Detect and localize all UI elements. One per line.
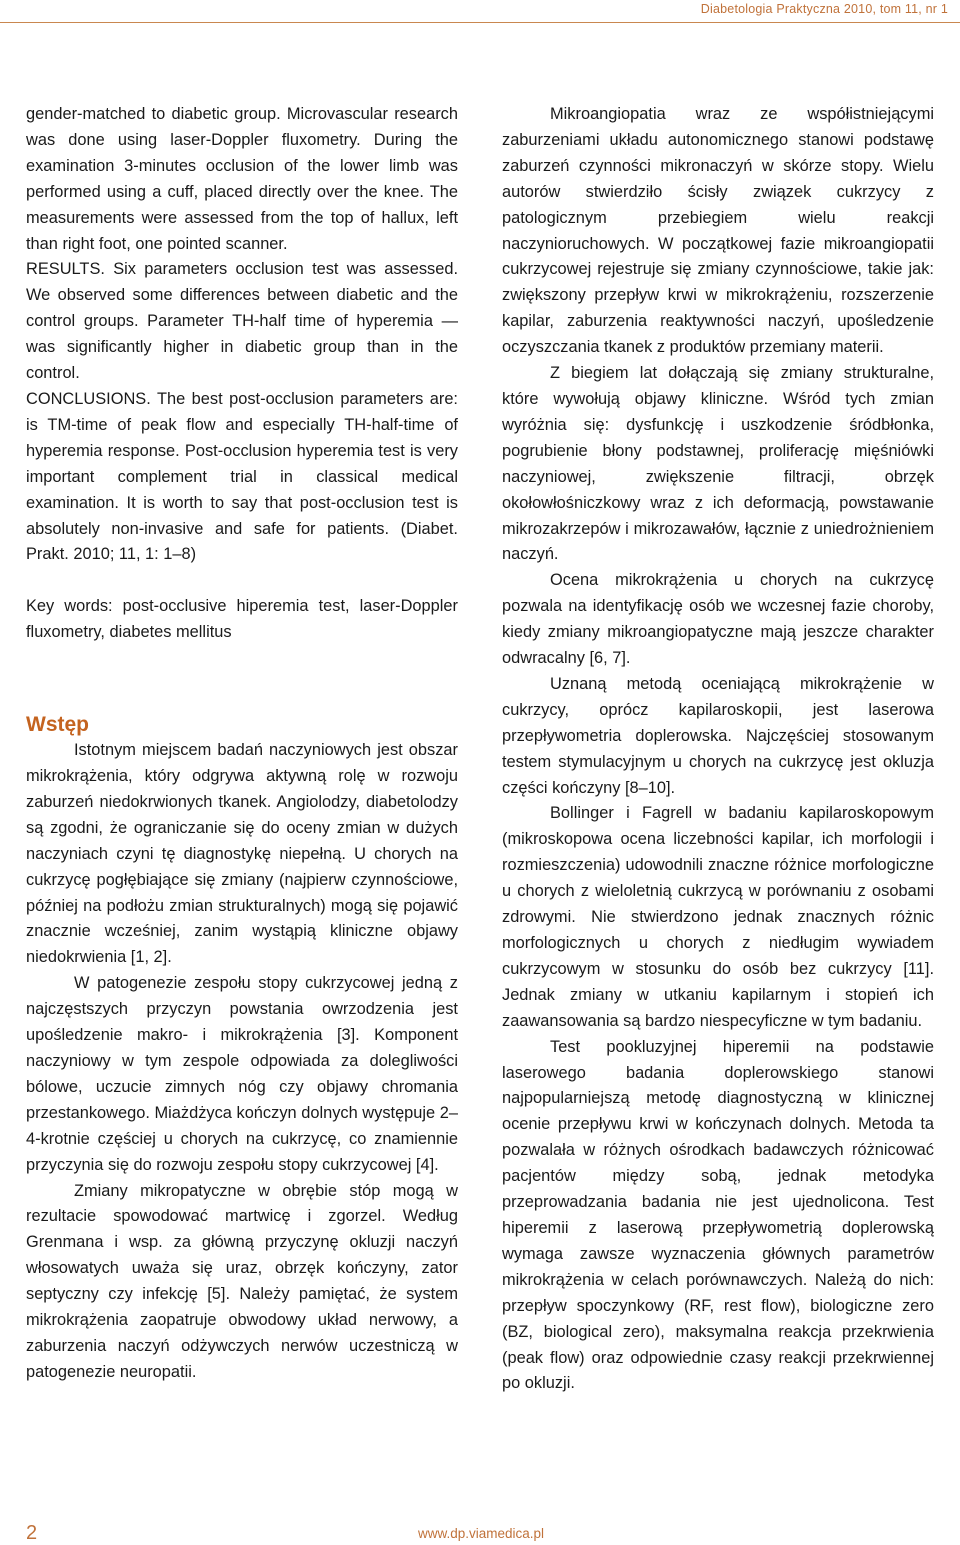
abstract-methods-text: gender-matched to diabetic group. Microvascular research was done using laser-Doppler fluxometry. During the examination 3-minutes occlusion of the lower limb was performed using a cuff, placed directly over the knee. The measurements were assessed from the top of hallux, left than right foot, one pointed scanner. — [26, 105, 458, 253]
paragraph: W patogenezie zespołu stopy cukrzycowej jedną z najczęstszych przyczyn powstania owrzodzenia jest upośledzenie makro- i mikrokrążenia [3]. Komponent naczyniowy w tym zespole odpowiada za dolegliwości bólowe, uczucie zimnych nóg czy objawy chromania przestankowego. Miażdżyca kończyn dolnych występuje 2–4-krotnie częściej u chorych na cukrzycę, co znamiennie przyczynia się do rozwoju zespołu stopy cukrzycowej [4]. — [26, 974, 458, 1174]
paragraph: Istotnym miejscem badań naczyniowych jest obszar mikrokrążenia, który odgrywa aktywną rolę w rozwoju zaburzeń niedokrwionych tkanek. Angiolodzy, diabetolodzy są zgodni, że ograniczanie się do oceny zmian w dużych naczyniach czyni tę diagnostykę niepełną. U chorych na cukrzycę pogłębiające się zmiany (najpierw czynnościowe, później na podłożu zmian strukturalnych) mogą się pojawić znacznie wcześniej, zanim wystąpią kliniczne objawy niedokrwienia [1, 2]. — [26, 741, 458, 967]
paragraph: Bollinger i Fagrell w badaniu kapilaroskopowym (mikroskopowa ocena liczebności kapilar, ich morfologii i rozmieszczenia) udowodnili znaczne różnice morfologiczne u chorych z wieloletnią cukrzycą w porównaniu z osobami zdrowymi. Nie stwierdzono jednak znacznych różnic morfologicznych u chorych z niedługim wywiadem cukrzycowym w stosunku do osób bez cukrzycy [11]. Jednak zmiany w utkaniu kapilarnym i stopień ich zaawansowania są bardzo niespecyficzne w tym badaniu. — [502, 804, 934, 1030]
paragraph: Z biegiem lat dołączają się zmiany strukturalne, które wywołują objawy kliniczne. Wśród tych zmian wyróżnia się: dysfunkcję i uszkodzenie śródbłonka, pogrubienie błony podstawnej, proliferację mięśniówki naczyniowej, zwiększenie filtracji, obrzęk okołowłośniczkowy wraz z ich deformacją, powstawanie mikrozakrzepów i mikrozawałów, łącznie z uniedrożnieniem naczyń. — [502, 364, 934, 564]
paragraph: Ocena mikrokrążenia u chorych na cukrzycę pozwala na identyfikację osób we wczesnej fazie choroby, kiedy zmiany mikroangiopatyczne mają jeszcze charakter odwracalny [6, 7]. — [502, 571, 934, 668]
page-number: 2 — [26, 1522, 38, 1544]
paragraph: Mikroangiopatia wraz ze współistniejącymi zaburzeniami układu autonomicznego stanowi podstawę zaburzeń czynności mikronaczyń w skórze stopy. Wielu autorów stwierdziło ścisły związek cukrzycy z patologicznym przebiegiem wielu reakcji naczynioruchowych. W początkowej fazie mikroangiopatii cukrzycowej rejestruje się zmiany czynnościowe, takie jak: zwiększony przepływ krwi w mikrokrążeniu, rozszerzenie kapilar, zaburzenia reaktywności naczyń, upośledzenie oczyszczania tkanek z produktów przemiany materii. — [502, 105, 934, 357]
abstract-conclusions-text: CONCLUSIONS. The best post-occlusion parameters are: is TM-time of peak flow and especially TH-half-time of hyperemia response. Post-occlusion hyperemia test is very important complement trial in classical medical examination. It is worth to say that post-occlusion test is absolutely non-invasive and safe for patients. (Diabet. Prakt. 2010; 11, 1: 1–8) — [26, 389, 458, 564]
section-heading: Wstęp — [26, 713, 89, 737]
paragraph: Uznaną metodą oceniającą mikrokrążenie w cukrzycy, oprócz kapilaroskopii, jest laserowa przepływometria doplerowska. Najczęściej stosowanym testem stymulacyjnym u chorych na cukrzycę jest okluzja części kończyny [8–10]. — [502, 674, 934, 797]
footer-website-link[interactable]: www.dp.viamedica.pl — [418, 1526, 545, 1541]
keywords: Key words: post-occlusive hiperemia test, laser-Doppler fluxometry, diabetes mellitus — [26, 597, 458, 642]
paragraph: Test pookluzyjnej hiperemii na podstawie laserowego badania doplerowskiego stanowi najpopularniejszą metodę diagnostyczną w klinicznej ocenie przepływu krwi w kończynach dolnych. Metoda ta pozwalała w różnych ośrodkach badawczych różnicować pacjentów między sobą, jednak metodyka przeprowadzania badania nie jest ujednolicona. Test hiperemii z laserową przepływometrią doplerowską wymaga zawsze wyznaczenia głównych parametrów mikrokrążenia w celach porównawczych. Należą do nich: przepływ spoczynkowy (RF, rest flow), biologiczne zero (BZ, biological zero), maksymalna reakcja przekrwienia (peak flow) oraz odpowiednie czasy reakcji przekrwiennej po okluzji. — [502, 1037, 934, 1393]
paragraph: Zmiany mikropatyczne w obrębie stóp mogą w rezultacie spowodować martwicę i zgorzel. Według Grenmana i wsp. za główną przyczynę okluzji naczyń włosowatych uważa się uraz, obrzęk kończyny, zator septyczny czy infekcję [5]. Należy pamiętać, że system mikrokrążenia zaopatruje obwodowy układ nerwowy, a zaburzenia naczyń odżywczych nerwów uczestniczą w patogenezie neuropatii. — [26, 1181, 458, 1381]
abstract-results-text: RESULTS. Six parameters occlusion test was assessed. We observed some differences between diabetic and the control groups. Parameter TH-half time of hyperemia — was significantly higher in diabetic group than in the control. — [26, 260, 458, 383]
journal-title: Diabetologia Praktyczna 2010, tom 11, nr 1 — [700, 2, 948, 16]
left-column — [26, 102, 458, 1386]
right-column — [502, 102, 934, 1397]
running-header — [0, 0, 960, 23]
